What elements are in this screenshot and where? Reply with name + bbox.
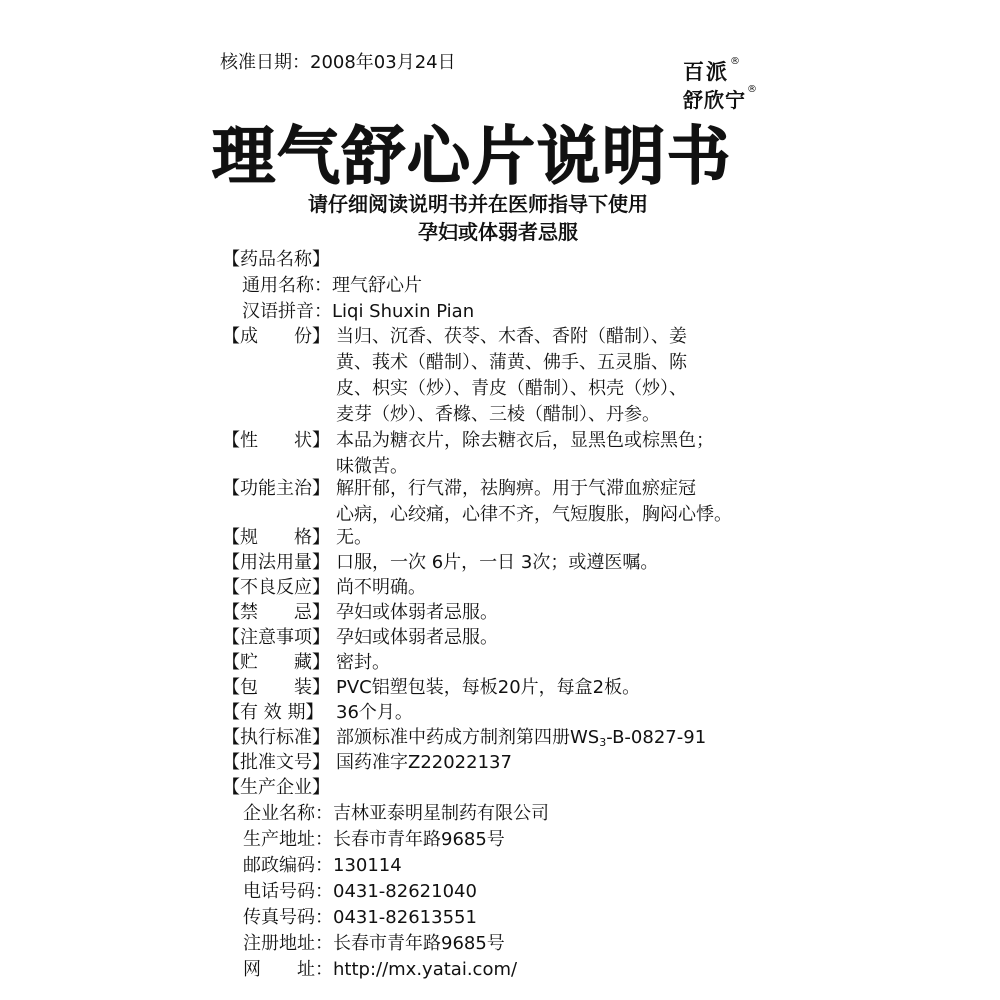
- document-title: 理气舒心片说明书: [212, 120, 732, 193]
- common-name-row: [242, 271, 422, 297]
- standard-row: [222, 723, 706, 749]
- section-label-manufacturer: 【生产企业】: [222, 777, 330, 798]
- precautions-value: 孕妇或体弱者忌服。: [336, 627, 498, 648]
- brand-name: 百派: [683, 60, 729, 84]
- adverse-reactions-row: [222, 573, 426, 599]
- specification-row: [222, 523, 372, 549]
- section-label-specification: 【规 格】: [222, 527, 330, 548]
- manufacturer-field-label: 电话号码：: [243, 881, 333, 902]
- brand-logo: [683, 56, 742, 86]
- brand-product: 舒欣宁: [683, 88, 746, 112]
- validity-value: 36个月。: [336, 702, 413, 723]
- appearance-line: 味微苦。: [336, 456, 408, 477]
- registered-mark-icon: ®: [730, 56, 742, 67]
- indications-line: 解肝郁，行气滞，祛胸痹。用于气滞血瘀症冠: [336, 478, 696, 499]
- approval-number-value: 国药准字Z22022137: [336, 752, 512, 773]
- section-label-drug-name: 【药品名称】: [222, 249, 330, 270]
- section-label-adverse-reactions: 【不良反应】: [222, 577, 330, 598]
- pinyin-label: 汉语拼音：: [242, 301, 332, 322]
- common-name-label: 通用名称：: [242, 275, 332, 296]
- approval-number-row: [222, 748, 512, 774]
- standard-value-prefix: 部颁标准中药成方制剂第四册WS: [336, 727, 600, 748]
- standard-value-subscript: 3: [599, 736, 607, 749]
- section-label-precautions: 【注意事项】: [222, 627, 330, 648]
- section-label-storage: 【贮 藏】: [222, 652, 330, 673]
- manufacturer-field: [243, 799, 549, 825]
- registered-mark-icon: ®: [747, 84, 758, 95]
- specification-value: 无。: [336, 527, 372, 548]
- postal-code: 130114: [333, 855, 402, 876]
- storage-row: [222, 648, 390, 674]
- validity-row: [222, 698, 413, 724]
- registered-address: 长春市青年路9685号: [333, 933, 505, 954]
- precautions-row: [222, 623, 498, 649]
- ingredients-line: 皮、枳实（炒）、青皮（醋制）、枳壳（炒）、: [336, 378, 687, 399]
- section-label-dosage: 【用法用量】: [222, 552, 330, 573]
- ingredients-line: 麦芽（炒）、香橼、三棱（醋制）、丹参。: [336, 404, 660, 425]
- standard-value: [336, 727, 706, 748]
- dosage-row: [222, 548, 658, 574]
- contraindications-row: [222, 598, 498, 624]
- section-label-standard: 【执行标准】: [222, 727, 330, 748]
- appearance-row: [222, 426, 714, 452]
- ingredients-row: [222, 322, 687, 348]
- manufacturer-field: [243, 903, 477, 929]
- manufacturer-field-label: 网 址：: [243, 959, 333, 980]
- manufacturer-field: [243, 955, 517, 981]
- section-label-appearance: 【性 状】: [222, 430, 330, 451]
- manufacturer-field-label: 生产地址：: [243, 829, 333, 850]
- fax-number: 0431-82613551: [333, 907, 477, 928]
- section-label-approval-number: 【批准文号】: [222, 752, 330, 773]
- common-name-value: 理气舒心片: [332, 275, 422, 296]
- appearance-line: 本品为糖衣片，除去糖衣后，显黑色或棕黑色；: [336, 430, 714, 451]
- packaging-value: PVC铝塑包装，每板20片，每盒2板。: [336, 677, 641, 698]
- website-link[interactable]: http://mx.yatai.com/: [333, 959, 518, 980]
- section-label-ingredients: 【成 份】: [222, 326, 330, 347]
- indications-line: 心病，心绞痛，心律不齐，气短腹胀，胸闷心悸。: [336, 504, 732, 525]
- company-name: 吉林亚泰明星制药有限公司: [333, 803, 549, 824]
- manufacturer-field: [243, 825, 505, 851]
- manufacturer-field-label: 传真号码：: [243, 907, 333, 928]
- warning-notice: 孕妇或体弱者忌服: [418, 220, 578, 244]
- usage-notice: 请仔细阅读说明书并在医师指导下使用: [308, 192, 648, 216]
- manufacturer-field-label: 企业名称：: [243, 803, 333, 824]
- indications-row: [222, 474, 696, 500]
- manufacturer-field-label: 邮政编码：: [243, 855, 333, 876]
- dosage-value: 口服，一次 6片，一日 3次；或遵医嘱。: [336, 552, 659, 573]
- manufacturer-field: [243, 877, 477, 903]
- approval-date: 核准日期：2008年03月24日: [220, 52, 456, 73]
- section-label-contraindications: 【禁 忌】: [222, 602, 330, 623]
- production-address: 长春市青年路9685号: [333, 829, 505, 850]
- storage-value: 密封。: [336, 652, 390, 673]
- manufacturer-field: [243, 851, 402, 877]
- section-label-packaging: 【包 装】: [222, 677, 330, 698]
- manufacturer-field-label: 注册地址：: [243, 933, 333, 954]
- packaging-row: [222, 673, 640, 699]
- pinyin-row: [242, 297, 474, 323]
- adverse-reactions-value: 尚不明确。: [336, 577, 426, 598]
- standard-value-suffix: -B-0827-91: [606, 727, 707, 748]
- section-label-validity: 【有 效 期】: [222, 702, 324, 723]
- manufacturer-field: [243, 929, 505, 955]
- section-label-indications: 【功能主治】: [222, 478, 330, 499]
- ingredients-line: 黄、莪术（醋制）、蒲黄、佛手、五灵脂、陈: [336, 352, 687, 373]
- pinyin-value: Liqi Shuxin Pian: [332, 301, 475, 322]
- contraindications-value: 孕妇或体弱者忌服。: [336, 602, 498, 623]
- phone-number: 0431-82621040: [333, 881, 477, 902]
- ingredients-line: 当归、沉香、茯苓、木香、香附（醋制）、姜: [336, 326, 687, 347]
